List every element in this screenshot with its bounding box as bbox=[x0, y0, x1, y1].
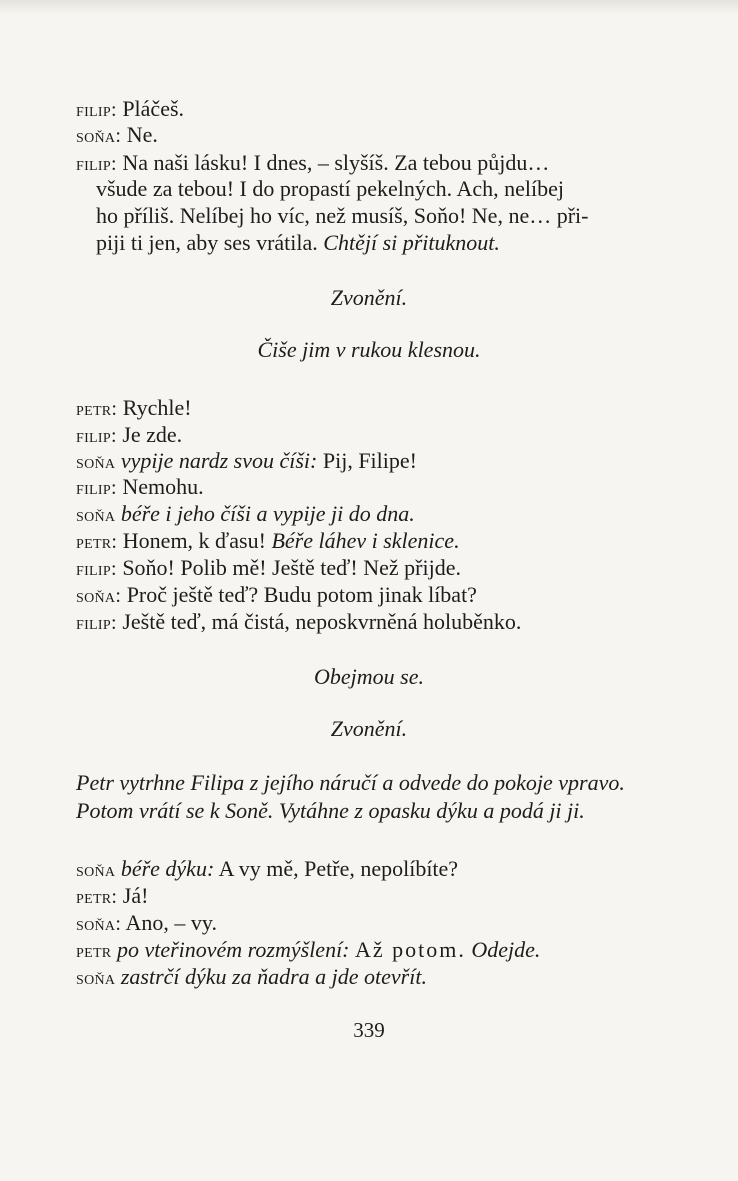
speaker-name: filip: bbox=[76, 612, 117, 634]
spoken-text: Honem, k ďasu! bbox=[122, 528, 266, 553]
stage-direction-centered: Obejmou se. bbox=[314, 664, 424, 689]
speaker-name: soňa bbox=[76, 451, 116, 473]
dialogue-line bbox=[76, 474, 204, 501]
stage-direction: zastrčí dýku za ňadra a jde otevřít. bbox=[120, 964, 427, 989]
spoken-text: Je zde. bbox=[122, 422, 183, 447]
spoken-text: Až potom. bbox=[355, 937, 466, 962]
spoken-text: Pláčeš. bbox=[122, 96, 185, 121]
speaker-name: soňa bbox=[76, 967, 116, 989]
spoken-text: Soňo! Polib mě! Ještě teď! Než přijde. bbox=[122, 555, 461, 580]
spoken-text: Ještě teď, má čistá, neposkvrněná holuběnko. bbox=[122, 609, 522, 634]
dialogue-line bbox=[76, 395, 192, 422]
dialogue-line bbox=[76, 150, 549, 177]
dialogue-continuation bbox=[96, 176, 564, 202]
page-number: 339 bbox=[353, 1018, 385, 1042]
stage-direction-centered: Zvonění. bbox=[330, 285, 408, 310]
stage-direction-block: Petr vytrhne Filipa z jejího náručí a odvede do pokoje vpravo. bbox=[76, 770, 625, 795]
dialogue-line bbox=[76, 448, 417, 475]
spoken-text: Nemohu. bbox=[122, 474, 204, 499]
stage-direction: po vteřinovém rozmýšlení: bbox=[116, 937, 350, 962]
speaker-name: filip: bbox=[76, 99, 117, 121]
speaker-name: soňa bbox=[76, 859, 116, 881]
dialogue-line bbox=[76, 856, 458, 883]
spoken-text: piji ti jen, aby ses vrátila. bbox=[96, 230, 318, 255]
spoken-text: Ne. bbox=[126, 122, 158, 147]
stage-direction: Odejde. bbox=[471, 937, 541, 962]
speaker-name: soňa: bbox=[76, 585, 122, 607]
dialogue-line bbox=[76, 501, 415, 528]
dialogue-continuation bbox=[96, 230, 500, 256]
stage-direction: béře dýku: bbox=[120, 856, 215, 881]
speaker-name: filip: bbox=[76, 153, 117, 175]
dialogue-line bbox=[76, 582, 477, 609]
dialogue-line bbox=[76, 96, 184, 123]
stage-direction: Chtějí si přituknout. bbox=[323, 230, 500, 255]
stage-direction: vypije nardz svou číši: bbox=[120, 448, 318, 473]
stage-direction: béře i jeho číši a vypije ji do dna. bbox=[120, 501, 415, 526]
stage-direction-centered: Zvonění. bbox=[330, 716, 408, 741]
stage-direction-centered: Čiše jim v rukou klesnou. bbox=[257, 337, 481, 362]
dialogue-line bbox=[76, 122, 158, 149]
speaker-name: filip: bbox=[76, 425, 117, 447]
dialogue-line bbox=[76, 609, 521, 636]
spoken-text: Proč ještě teď? Budu potom jinak líbat? bbox=[126, 582, 477, 607]
dialogue-line bbox=[76, 910, 217, 937]
dialogue-continuation bbox=[96, 203, 588, 229]
dialogue-line bbox=[76, 528, 460, 555]
speaker-name: petr: bbox=[76, 531, 118, 553]
spoken-text: Na naši lásku! I dnes, – slyšíš. Za tebou půjdu… bbox=[122, 150, 550, 175]
speaker-name: petr: bbox=[76, 886, 118, 908]
stage-direction-block: Potom vrátí se k Soně. Vytáhne z opasku dýku a podá ji ji. bbox=[76, 798, 585, 823]
dialogue-line bbox=[76, 964, 427, 991]
dialogue-line bbox=[76, 555, 461, 582]
dialogue-line bbox=[76, 937, 540, 964]
spoken-text: ho příliš. Nelíbej ho víc, než musíš, Soňo! Ne, ne… při- bbox=[96, 203, 589, 228]
page-top-edge bbox=[0, 0, 738, 14]
speaker-name: petr: bbox=[76, 398, 118, 420]
spoken-text: Ano, – vy. bbox=[125, 910, 217, 935]
speaker-name: soňa: bbox=[76, 125, 122, 147]
spoken-text: Já! bbox=[122, 883, 149, 908]
speaker-name: soňa: bbox=[76, 913, 122, 935]
speaker-name: filip: bbox=[76, 558, 117, 580]
spoken-text: A vy mě, Petře, nepolíbíte? bbox=[218, 856, 459, 881]
dialogue-line bbox=[76, 883, 148, 910]
spoken-text: všude za tebou! I do propastí pekelných. Ach, nelíbej bbox=[96, 176, 564, 201]
spoken-text: Rychle! bbox=[122, 395, 192, 420]
speaker-name: filip: bbox=[76, 477, 117, 499]
speaker-name: soňa bbox=[76, 504, 116, 526]
dialogue-line bbox=[76, 422, 182, 449]
spoken-text: Pij, Filipe! bbox=[322, 448, 417, 473]
stage-direction: Béře láhev i sklenice. bbox=[271, 528, 460, 553]
speaker-name: petr bbox=[76, 940, 112, 962]
